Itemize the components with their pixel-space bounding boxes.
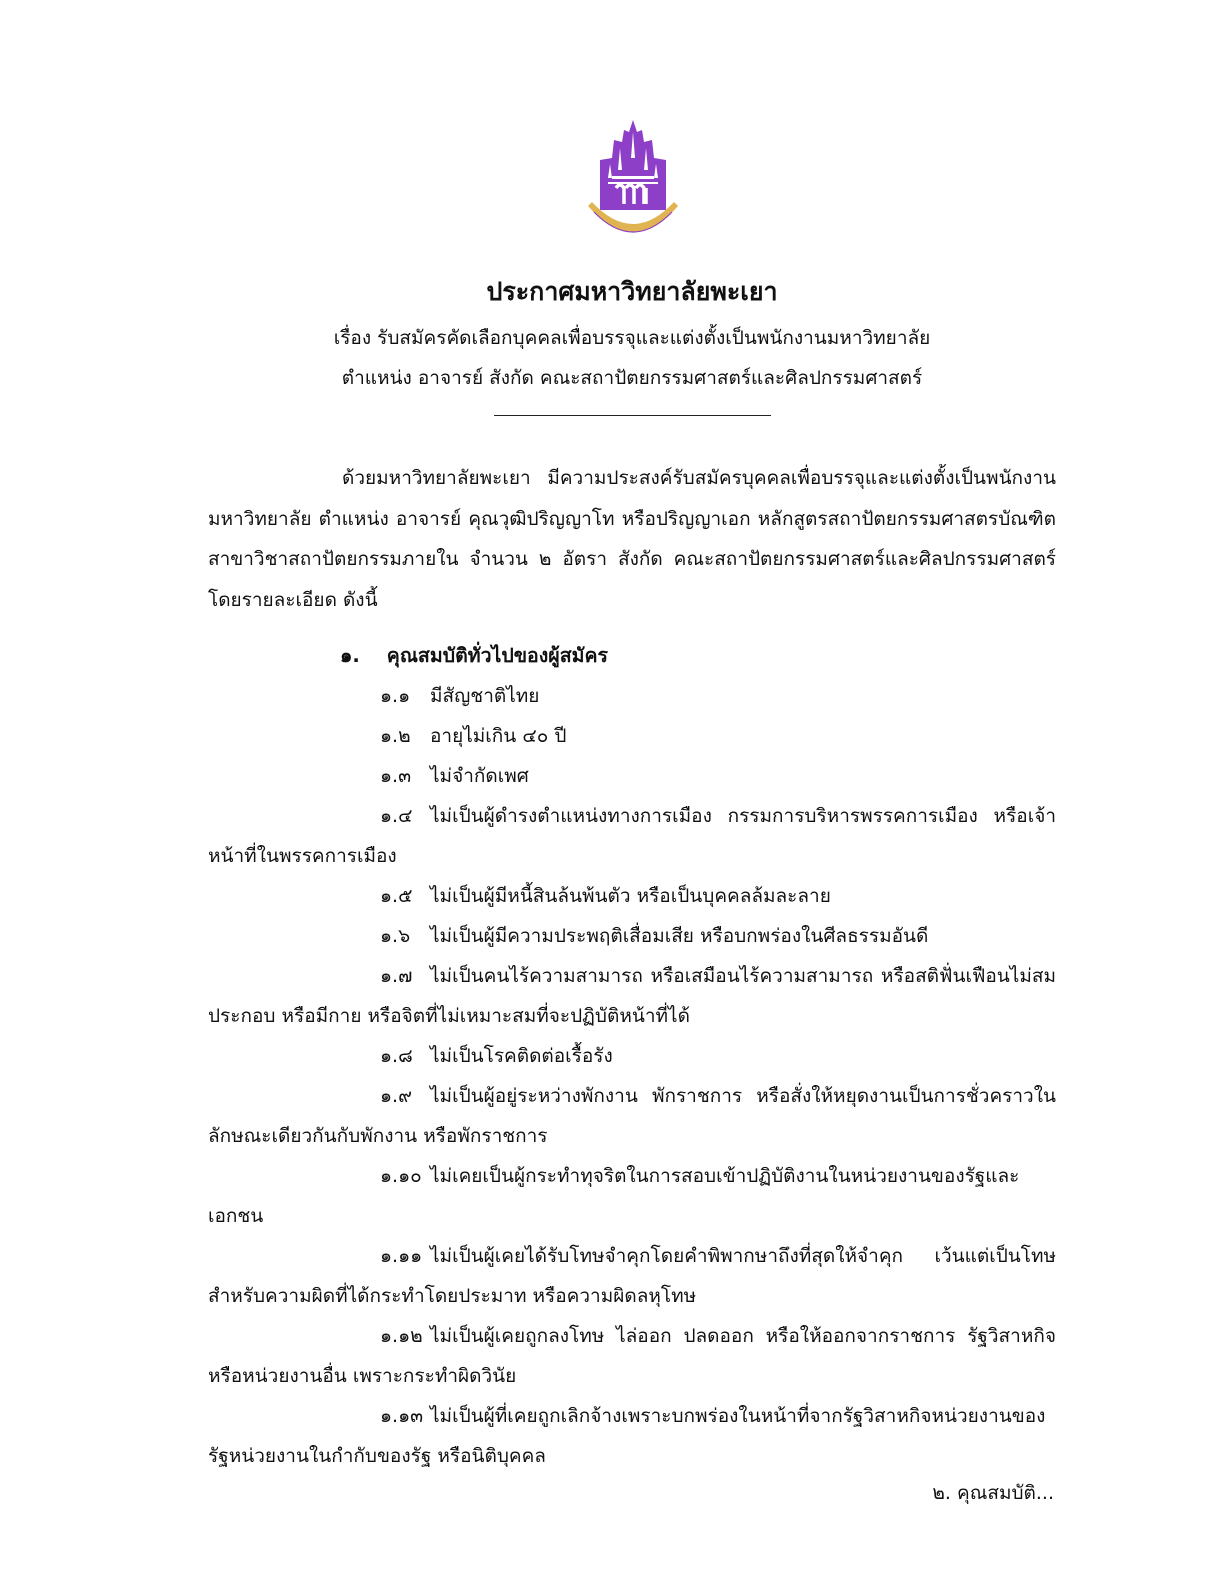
title-divider: [494, 415, 771, 416]
item-number: ๑.๘: [380, 1045, 413, 1067]
announcement-subject: เรื่อง รับสมัครคัดเลือกบุคคลเพื่อบรรจุและแต่งตั้งเป็นพนักงานมหาวิทยาลัย: [333, 327, 931, 349]
item-number: ๑.๑๐: [380, 1165, 422, 1187]
item-number: ๑.๓: [380, 765, 412, 787]
list-item: [208, 916, 1056, 956]
list-item: [208, 1036, 1056, 1076]
item-number: ๑.๔: [380, 805, 413, 827]
item-text: ไม่เป็นผู้ที่เคยถูกเลิกจ้างเพราะบกพร่องในหน้าที่จากรัฐวิสาหกิจหน่วยงานของรัฐหน่วยงานในกำกับของรัฐ หรือนิติบุคคล: [208, 1405, 1046, 1467]
list-item: [208, 796, 1056, 876]
item-text: ไม่เป็นผู้อยู่ระหว่างพักงาน พักราชการ หรือสั่งให้หยุดงานเป็นการชั่วคราวในลักษณะเดียวกันกับพักงาน หรือพักราชการ: [208, 1085, 1056, 1147]
list-item: [208, 676, 1056, 716]
announcement-position: ตำแหน่ง อาจารย์ สังกัด คณะสถาปัตยกรรมศาสตร์และศิลปกรรมศาสตร์: [341, 367, 923, 389]
item-number: ๑.๖: [380, 925, 411, 947]
page-title: ประกาศมหาวิทยาลัยพะเยา: [486, 277, 778, 306]
item-number: ๑.๑๓: [380, 1405, 424, 1427]
intro-paragraph: ด้วยมหาวิทยาลัยพะเยา มีความประสงค์รับสมัครบุคคลเพื่อบรรจุและแต่งตั้งเป็นพนักงานมหาวิทยาลัย ตำแหน่ง อาจารย์ คุณวุฒิปริญญาโท หรือปริญญาเอก หลักสูตรสถาปัตยกรรมศาสตรบัณฑิต สาขาวิชาสถาปัตยกรรมภายใน จำนวน ๒ อัตรา สังกัด คณะสถาปัตยกรรมศาสตร์และศิลปกรรมศาสตร์ โดยรายละเอียด ดังนี้: [208, 467, 1056, 611]
section-number: ๑.: [340, 644, 360, 667]
list-item: [208, 1396, 1056, 1476]
item-text: ไม่เป็นผู้เคยได้รับโทษจำคุกโดยคำพิพากษาถึงที่สุดให้จำคุก เว้นแต่เป็นโทษสำหรับความผิดที่ได้กระทำโดยประมาท หรือความผิดลหุโทษ: [208, 1245, 1056, 1307]
item-number: ๑.๗: [380, 965, 413, 987]
item-text: ไม่เคยเป็นผู้กระทำทุจริตในการสอบเข้าปฏิบัติงานในหน่วยงานของรัฐและเอกชน: [208, 1165, 1020, 1227]
list-item: [208, 1076, 1056, 1156]
item-text: มีสัญชาติไทย: [430, 685, 540, 707]
list-item: [208, 756, 1056, 796]
item-number: ๑.๕: [380, 885, 413, 907]
item-text: ไม่เป็นโรคติดต่อเรื้อรัง: [430, 1045, 613, 1067]
list-item: [208, 1316, 1056, 1396]
item-number: ๑.๙: [380, 1085, 413, 1107]
item-number: ๑.๑๑: [380, 1245, 423, 1267]
item-text: ไม่จำกัดเพศ: [430, 765, 529, 787]
item-number: ๑.๒: [380, 725, 411, 747]
item-text: ไม่เป็นผู้ดำรงตำแหน่งทางการเมือง กรรมการบริหารพรรคการเมือง หรือเจ้าหน้าที่ในพรรคการเมือง: [208, 805, 1056, 867]
page-continuation: ๒. คุณสมบัติ...: [932, 1482, 1054, 1504]
list-item: [208, 1236, 1056, 1316]
list-item: [208, 876, 1056, 916]
item-text: ไม่เป็นผู้มีความประพฤติเสื่อมเสีย หรือบกพร่องในศีลธรรมอันดี: [430, 925, 929, 947]
item-text: ไม่เป็นผู้มีหนี้สินล้นพ้นตัว หรือเป็นบุคคลล้มละลาย: [430, 885, 831, 907]
item-text: ไม่เป็นผู้เคยถูกลงโทษ ไล่ออก ปลดออก หรือให้ออกจากราชการ รัฐวิสาหกิจ หรือหน่วยงานอื่น เพราะกระทำผิดวินัย: [208, 1325, 1056, 1387]
section-title: คุณสมบัติทั่วไปของผู้สมัคร: [386, 644, 608, 667]
list-item: [208, 716, 1056, 756]
item-number: ๑.๑๒: [380, 1325, 423, 1347]
section-heading: [340, 636, 608, 676]
item-text: ไม่เป็นคนไร้ความสามารถ หรือเสมือนไร้ความสามารถ หรือสติฟั่นเฟือนไม่สมประกอบ หรือมีกาย หรือจิตที่ไม่เหมาะสมที่จะปฏิบัติหน้าที่ได้: [208, 965, 1056, 1027]
list-item: [208, 1156, 1056, 1236]
qualification-list: [208, 676, 1056, 1476]
item-number: ๑.๑: [380, 685, 411, 707]
item-text: อายุไม่เกิน ๔๐ ปี: [430, 725, 567, 747]
list-item: [208, 956, 1056, 1036]
university-emblem-icon: [582, 118, 684, 248]
